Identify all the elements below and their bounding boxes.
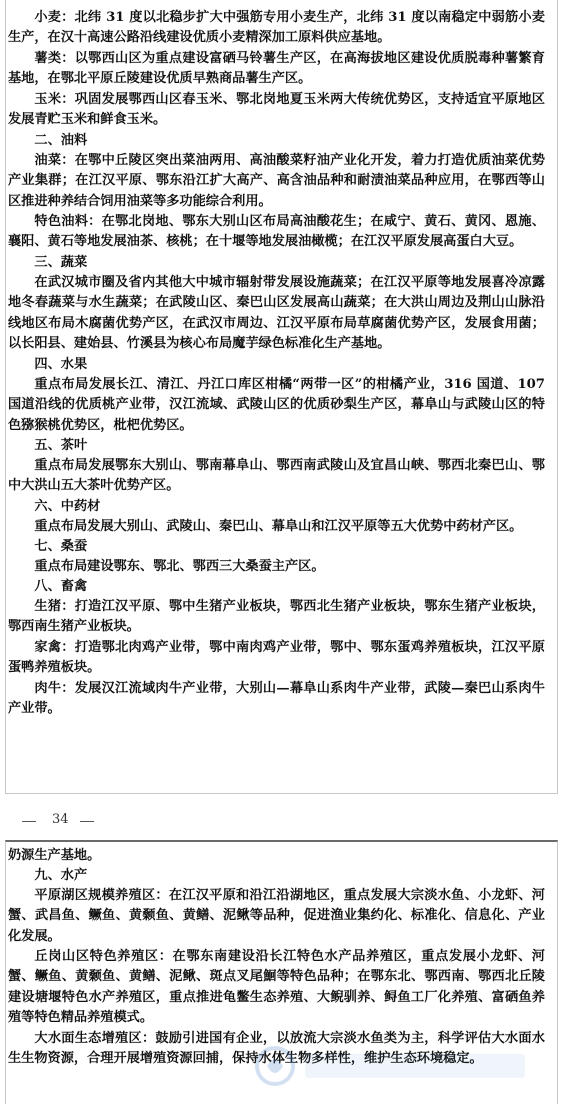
paragraph-large-water: 大水面生态增殖区：鼓励引进国有企业，以放流大宗淡水鱼类为主，科学评估大水面水生生物资源，合理开展增殖资源回捕，保持水体生物多样性，维护生态环境稳定。 — [8, 1031, 545, 1067]
heading-aquaculture: 九、水产 — [34, 868, 88, 883]
paragraph-tea: 重点布局发展鄂东大别山、鄂南幕阜山、鄂西南武陵山及宜昌山峡、鄂西北秦巴山、鄂中大洪山五大茶叶优势产区。 — [8, 458, 545, 494]
heading-vegetables: 三、蔬菜 — [34, 255, 88, 270]
paragraph-hilly-areas: 丘岗山区特色养殖区：在鄂东南建设沿长江特色水产品养殖区，重点发展小龙虾、河蟹、鳜鱼、黄颡鱼、黄鳝、泥鳅、斑点叉尾鮰等特色品种；在鄂东北、鄂西南、鄂西北丘陵建设塘堰特色水产养殖区，重点推进龟鳖生态养殖、大鲵驯养、鲟鱼工厂化养殖、富硒鱼养殖等特色精品养殖模式。 — [8, 949, 545, 1026]
heading-sericulture: 七、桑蚕 — [34, 539, 88, 554]
footer-dash-left — [22, 821, 36, 822]
heading-herbs: 六、中药材 — [34, 499, 101, 514]
heading-fruits: 四、水果 — [34, 357, 88, 372]
heading-oilseeds: 二、油料 — [34, 133, 88, 148]
page-number: 34 — [52, 812, 69, 827]
paragraph-wheat: 小麦：北纬 31 度以北稳步扩大中强筋专用小麦生产，北纬 31 度以南稳定中弱筋小麦生产，在汉十高速公路沿线建设优质小麦精深加工原料供应基地。 — [8, 10, 545, 46]
paragraph-fruits: 重点布局发展长江、清江、丹江口库区柑橘“两带一区”的柑橘产业，316 国道、107 国道沿线的优质桃产业带，汉江流域、武陵山区的优质砂梨生产区，幕阜山与武陵山区的特色猕猴桃优势区，枇杷优势区。 — [8, 377, 545, 433]
paragraph-special-oilseeds: 特色油料：在鄂北岗地、鄂东大别山区布局高油酸花生；在咸宁、黄石、黄冈、恩施、襄阳、黄石等地发展油茶、核桃；在十堰等地发展油橄榄；在江汉平原发展高蛋白大豆。 — [8, 214, 545, 250]
paragraph-poultry: 家禽：打造鄂北肉鸡产业带，鄂中南肉鸡产业带，鄂中、鄂东蛋鸡养殖板块，江汉平原蛋鸭养殖板块。 — [8, 640, 545, 676]
heading-tea: 五、茶叶 — [34, 438, 88, 453]
paragraph-corn: 玉米：巩固发展鄂西山区春玉米、鄂北岗地夏玉米两大传统优势区，支持适宜平原地区发展青贮玉米和鲜食玉米。 — [8, 92, 545, 128]
page-footer — [0, 812, 563, 832]
heading-livestock: 八、畜禽 — [34, 579, 88, 594]
paragraph-vegetables: 在武汉城市圈及省内其他大中城市辐射带发展设施蔬菜；在江汉平原等地发展喜冷凉露地冬春蔬菜与水生蔬菜；在武陵山区、秦巴山区发展高山蔬菜；在大洪山周边及荆山山脉沿线地区布局木腐菌优势产区，在武汉市周边、江汉平原布局草腐菌优势产区，发展食用菌；以长阳县、建始县、竹溪县为核心布局魔芋绿色标准化生产基地。 — [8, 275, 545, 352]
paragraph-sericulture: 重点布局建设鄂东、鄂北、鄂西三大桑蚕主产区。 — [34, 559, 325, 574]
paragraph-hogs: 生猪：打造江汉平原、鄂中生猪产业板块，鄂西北生猪产业板块，鄂东生猪产业板块，鄂西南生猪产业板块。 — [8, 599, 545, 635]
paragraph-plain-lakes: 平原湖区规模养殖区：在江汉平原和沿江沿湖地区，重点发展大宗淡水鱼、小龙虾、河蟹、武昌鱼、鳜鱼、黄颡鱼、黄鳝、泥鳅等品种，促进渔业集约化、标准化、信息化、产业化发展。 — [8, 888, 545, 944]
paragraph-rapeseed: 油菜：在鄂中丘陵区突出菜油两用、高油酸菜籽油产业化开发，着力打造优质油菜优势产业集群；在江汉平原、鄂东沿江扩大高产、高含油品种和耐渍油菜品种应用，在鄂西等山区推进种养结合饲用油菜等多功能综合利用。 — [8, 153, 545, 209]
paragraph-potato: 薯类：以鄂西山区为重点建设富硒马铃薯生产区，在高海拔地区建设优质脱毒种薯繁育基地，在鄂北平原丘陵建设优质早熟商品薯生产区。 — [8, 51, 545, 87]
paragraph-milk-base-continued: 奶源生产基地。 — [8, 848, 101, 863]
paragraph-herbs: 重点布局发展大别山、武陵山、秦巴山、幕阜山和江汉平原等五大优势中药材产区。 — [34, 519, 523, 534]
footer-dash-right — [80, 821, 94, 822]
paragraph-beef-cattle: 肉牛：发展汉江流域肉牛产业带，大别山—幕阜山系肉牛产业带，武陵—秦巴山系肉牛产业带。 — [8, 681, 545, 717]
